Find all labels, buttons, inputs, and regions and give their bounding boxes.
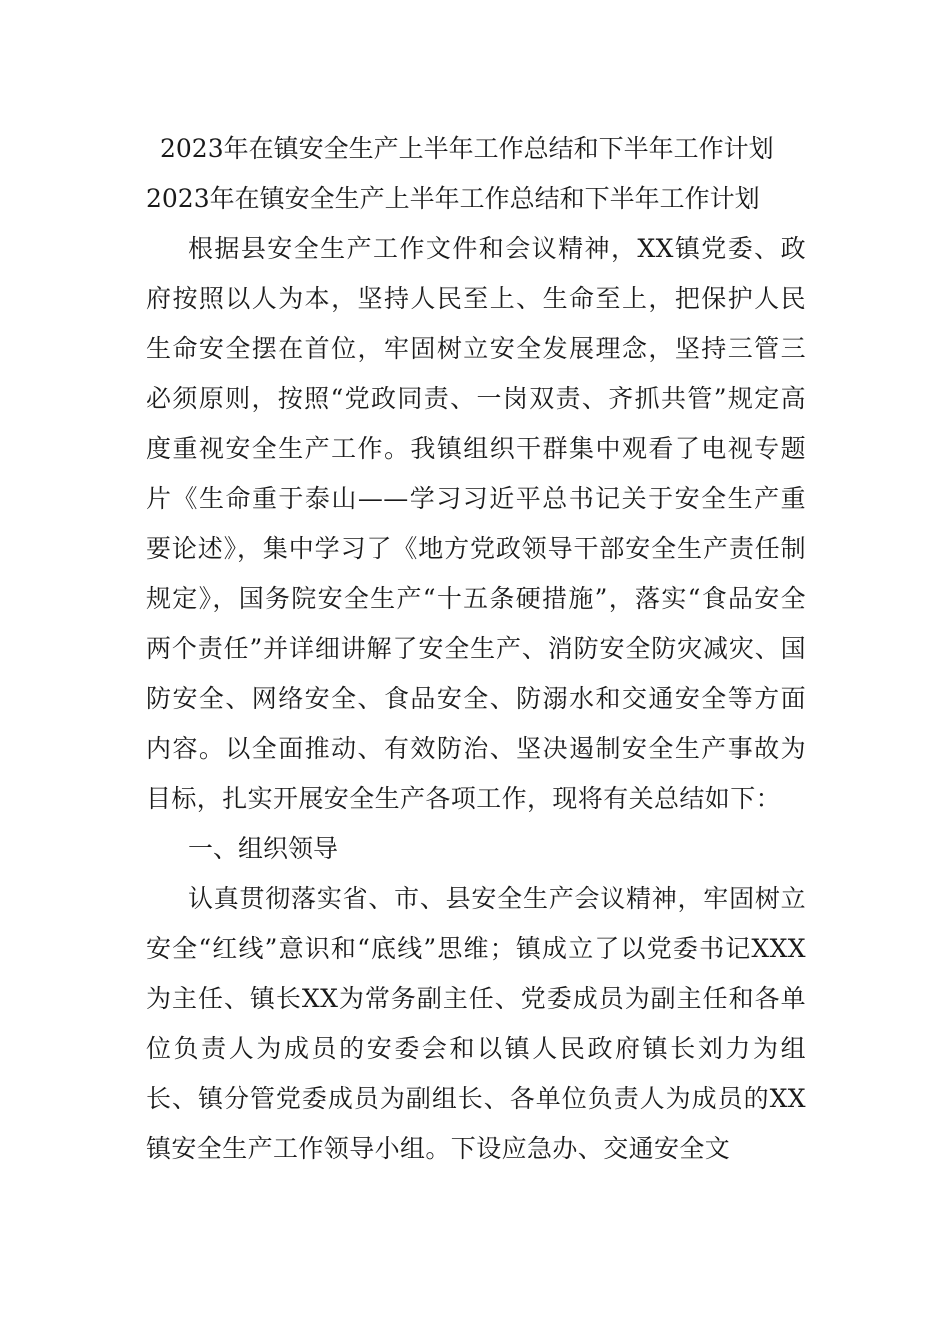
document-body: [146, 124, 806, 1174]
intro-paragraph: 根据县安全生产工作文件和会议精神，XX镇党委、政府按照以人为本，坚持人民至上、生命至上，把保护人民生命安全摆在首位，牢固树立安全发展理念，坚持三管三必须原则，按照“党政同责、一岗双责、齐抓共管”规定高度重视安全生产工作。我镇组织干群集中观看了电视专题片《生命重于泰山——学习习近平总书记关于安全生产重要论述》，集中学习了《地方党政领导干部安全生产责任制规定》，国务院安全生产“十五条硬措施”，落实“食品安全两个责任”并详细讲解了安全生产、消防安全防灾减灾、国防安全、网络安全、食品安全、防溺水和交通安全等方面内容。以全面推动、有效防治、坚决遏制安全生产事故为目标，扎实开展安全生产各项工作，现将有关总结如下：: [146, 234, 806, 813]
document-title-repeat: 2023年在镇安全生产上半年工作总结和下半年工作计划: [146, 184, 760, 213]
section-heading-organization: 一、组织领导: [188, 834, 339, 863]
organization-paragraph: 认真贯彻落实省、市、县安全生产会议精神，牢固树立安全“红线”意识和“底线”思维；镇成立了以党委书记XXX为主任、镇长XX为常务副主任、党委成员为副主任和各单位负责人为成员的安委会和以镇人民政府镇长刘力为组长、镇分管党委成员为副组长、各单位负责人为成员的XX镇安全生产工作领导小组。下设应急办、交通安全文: [146, 884, 806, 1163]
document-title: 2023年在镇安全生产上半年工作总结和下半年工作计划: [160, 134, 774, 163]
